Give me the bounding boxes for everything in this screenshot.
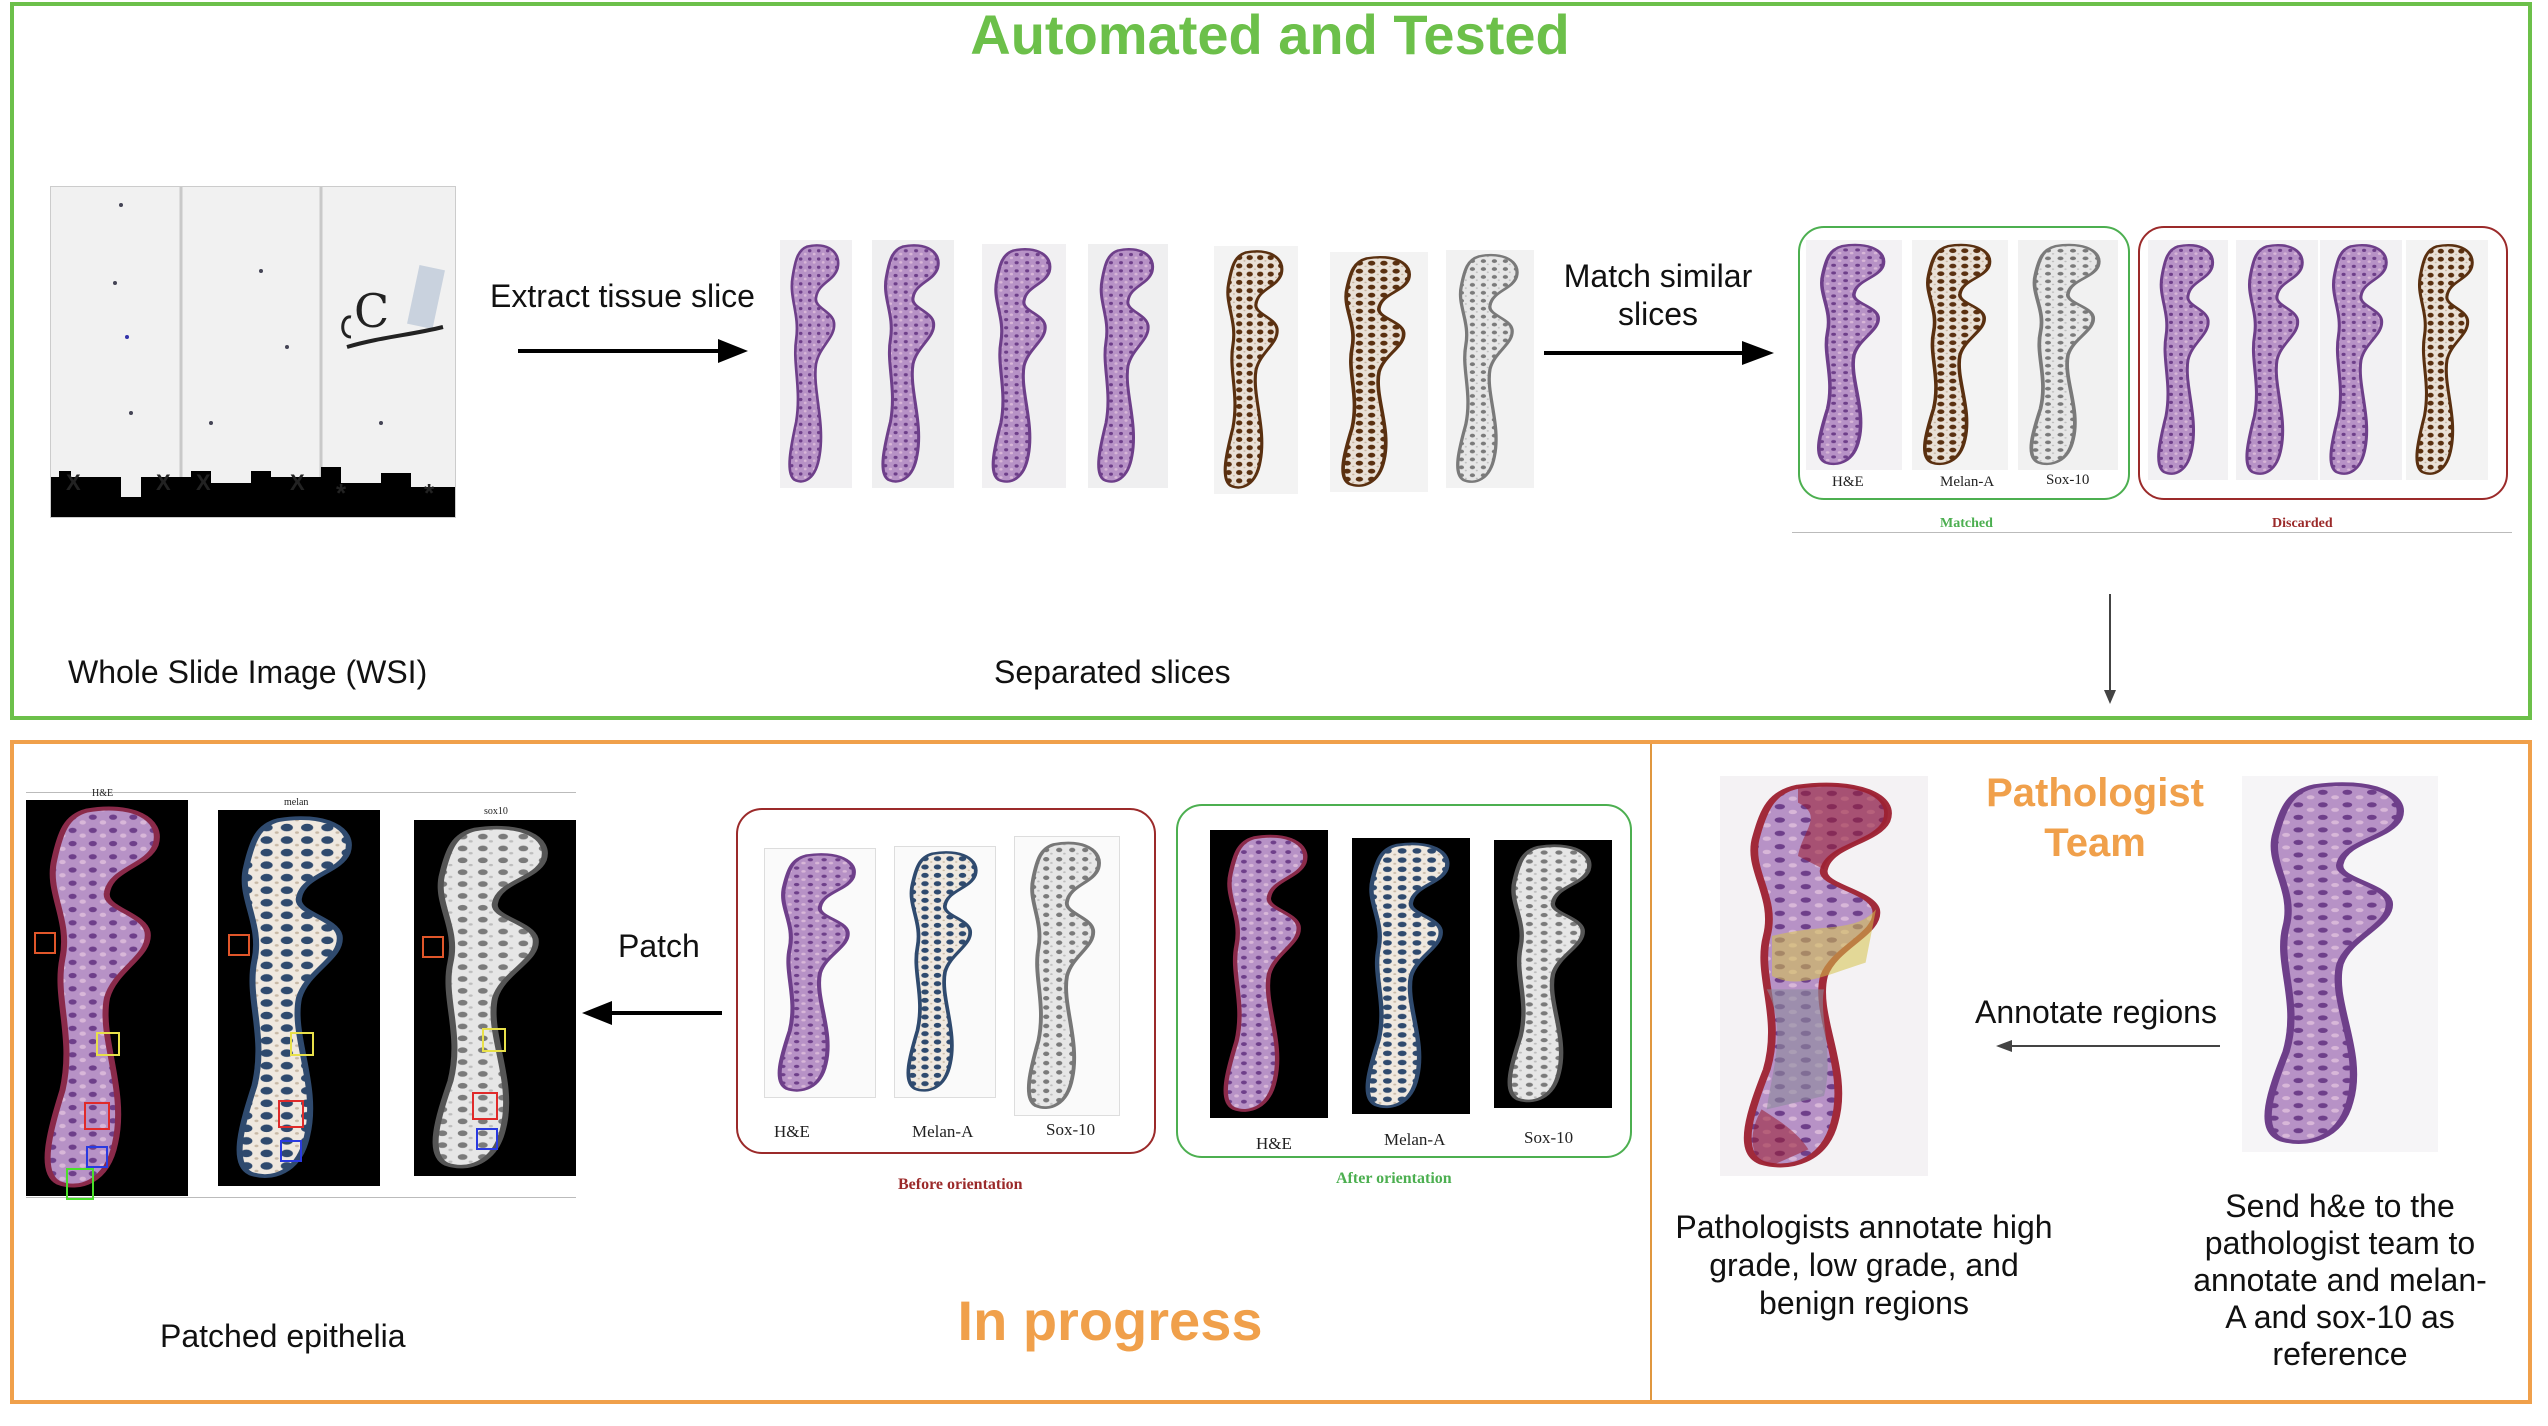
separated-slice-1 xyxy=(780,240,852,488)
discarded-slice-3 xyxy=(2320,240,2402,480)
after-sox-image xyxy=(1494,840,1612,1108)
wsi-mark-4: X xyxy=(290,470,305,495)
patch-arrow-icon xyxy=(582,998,722,1028)
match-label-line2: slices xyxy=(1617,296,1698,332)
patch-box xyxy=(476,1128,498,1150)
after-stain-he: H&E xyxy=(1256,1134,1292,1153)
separated-slice-5 xyxy=(1214,246,1298,494)
match-label-line1: Match similar xyxy=(1563,258,1753,294)
send-description: Send h&e to the pathologist team to annotate and melan-A and sox-10 as reference xyxy=(2193,1188,2487,1372)
wsi-mark-2: X xyxy=(156,470,171,495)
patch-box xyxy=(290,1032,314,1056)
separated-slice-6 xyxy=(1330,252,1428,492)
discarded-slice-4 xyxy=(2406,240,2488,480)
before-stain-sox: Sox-10 xyxy=(1046,1120,1096,1139)
patched-melan-image xyxy=(218,810,380,1186)
before-stain-he: H&E xyxy=(774,1122,810,1141)
discarded-slice-2 xyxy=(2236,240,2318,480)
wsi-mark-3: X xyxy=(196,470,211,495)
patched-label: Patched epithelia xyxy=(160,1318,406,1354)
matched-slice-sox xyxy=(2018,240,2118,470)
patch-label: Patch xyxy=(618,928,700,964)
patch-box xyxy=(482,1028,506,1052)
separated-slice-2 xyxy=(872,240,954,488)
before-melan-image xyxy=(894,846,996,1098)
annotated-he-image xyxy=(1720,776,1928,1176)
patched-sox-image xyxy=(414,820,576,1176)
separated-label: Separated slices xyxy=(994,654,1231,690)
matched-slice-melan xyxy=(1912,240,2008,470)
in-progress-title: In progress xyxy=(957,1289,1263,1352)
patch-box xyxy=(228,934,250,956)
after-he-image xyxy=(1210,830,1328,1118)
bottom-divider xyxy=(1650,744,1652,1400)
after-stain-melan: Melan-A xyxy=(1384,1130,1446,1149)
whole-slide-image xyxy=(50,186,456,518)
matched-slice-he xyxy=(1806,240,1902,470)
before-sox-image xyxy=(1014,836,1120,1116)
extract-label: Extract tissue slice xyxy=(490,278,755,314)
down-arrow-icon xyxy=(2100,594,2120,704)
annotate-label: Annotate regions xyxy=(1975,994,2217,1030)
whole-slide-drawing xyxy=(51,187,455,517)
annotated-tissue xyxy=(1720,776,1928,1176)
patch-box xyxy=(84,1102,110,1130)
patch-box xyxy=(34,932,56,954)
before-stain-melan: Melan-A xyxy=(912,1122,974,1141)
before-he-image xyxy=(764,848,876,1098)
after-orientation-caption: After orientation xyxy=(1336,1170,1452,1187)
patch-box xyxy=(96,1032,120,1056)
send-he-image xyxy=(2242,776,2438,1152)
wsi-mark-6: * xyxy=(424,478,435,508)
wsi-label: Whole Slide Image (WSI) xyxy=(68,654,428,690)
patch-box xyxy=(280,1140,302,1162)
patched-he-image xyxy=(26,800,188,1196)
matched-stain-he: H&E xyxy=(1832,474,1864,490)
discarded-slice-1 xyxy=(2148,240,2228,480)
matched-caption: Matched xyxy=(1940,516,1993,531)
automated-section-title: Automated and Tested xyxy=(970,3,1570,66)
extract-arrow-icon xyxy=(518,336,748,366)
separated-slice-4 xyxy=(1088,244,1168,488)
matched-stain-melan: Melan-A xyxy=(1940,474,1995,490)
matched-stain-sox: Sox-10 xyxy=(2046,472,2090,488)
annotate-arrow-icon xyxy=(1996,1036,2226,1056)
separated-slice-7 xyxy=(1446,250,1534,488)
wsi-mark-5: * xyxy=(336,478,347,508)
wsi-mark-1: X xyxy=(66,470,81,495)
patch-box xyxy=(86,1146,108,1168)
discarded-caption: Discarded xyxy=(2272,516,2333,531)
annotate-description: Pathologists annotate high grade, low grade, and benign regions xyxy=(1675,1209,2053,1321)
patched-title-he: H&E xyxy=(92,788,114,799)
patched-title-melan: melan xyxy=(284,797,309,808)
patch-box xyxy=(472,1092,498,1120)
patch-box xyxy=(278,1100,304,1128)
after-stain-sox: Sox-10 xyxy=(1524,1128,1574,1147)
wsi-handwriting: C xyxy=(354,284,390,338)
patched-title-sox: sox10 xyxy=(484,806,508,817)
pathologist-team-label: Pathologist Team xyxy=(1986,771,2204,865)
match-arrow-icon xyxy=(1544,338,1774,368)
matched-baseline xyxy=(1792,532,2512,533)
before-orientation-caption: Before orientation xyxy=(898,1176,1023,1193)
patch-box xyxy=(66,1168,94,1200)
patch-box xyxy=(422,936,444,958)
separated-slice-3 xyxy=(982,244,1066,488)
after-melan-image xyxy=(1352,838,1470,1114)
